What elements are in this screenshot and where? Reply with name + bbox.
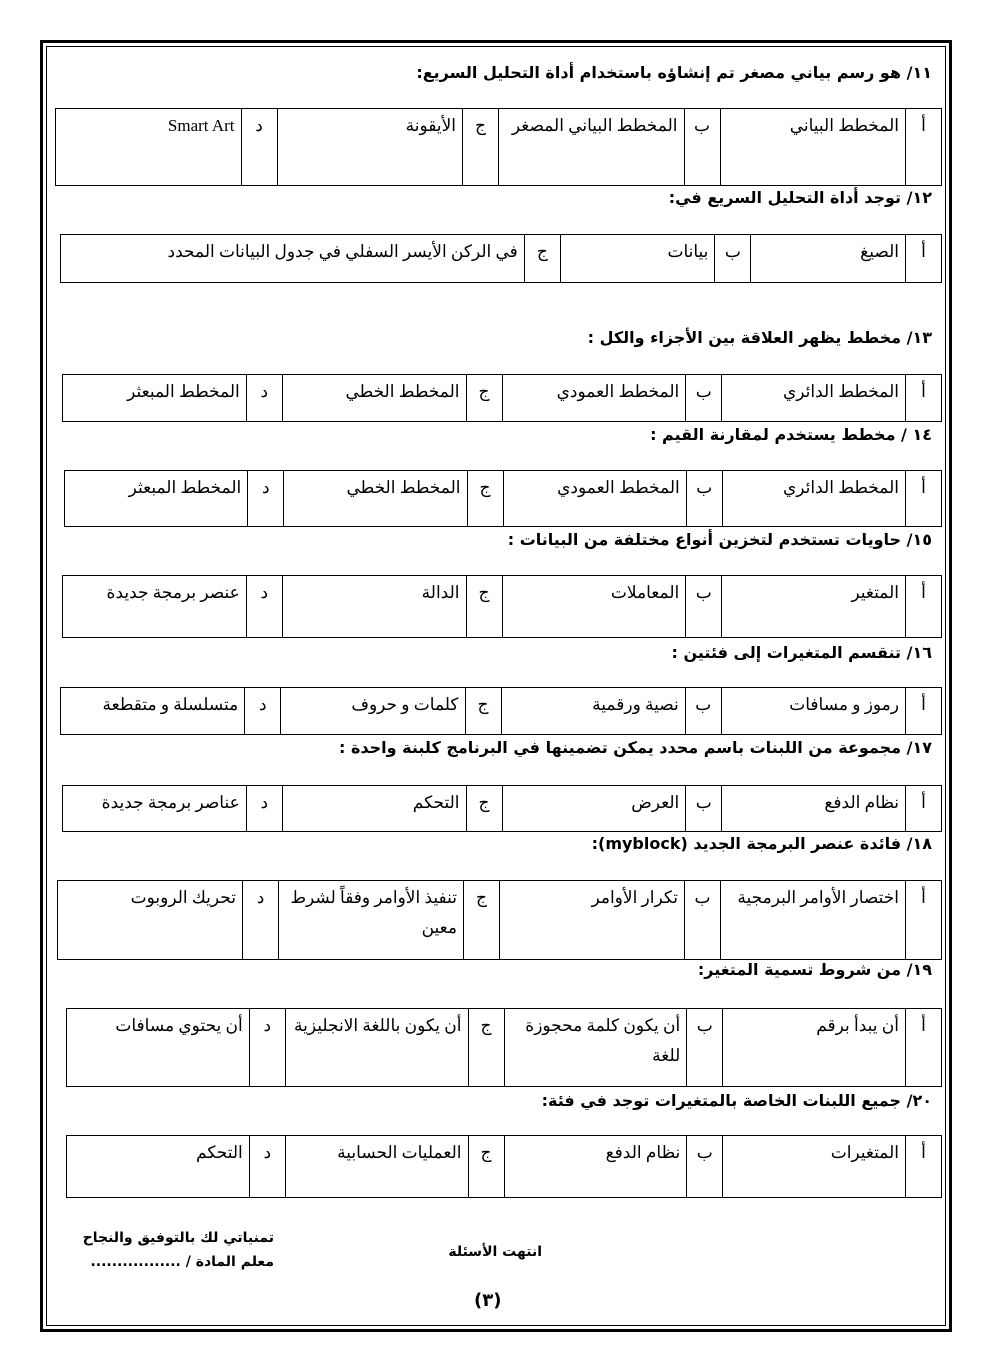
option-text[interactable]: المخطط الدائري xyxy=(722,471,905,527)
options-table xyxy=(60,234,942,283)
option-letter: ب xyxy=(686,471,722,527)
options-table xyxy=(64,470,942,527)
teacher-signature: معلم المادة / ................. xyxy=(90,1254,274,1270)
options-table xyxy=(60,687,942,735)
question-title: ١٢/ توجد أداة التحليل السريع في: xyxy=(668,188,932,207)
option-text[interactable]: Smart Art xyxy=(56,109,242,186)
question-title: ١٦/ تنقسم المتغيرات إلى فئتين : xyxy=(671,643,932,662)
option-text[interactable]: المخطط البياني xyxy=(720,109,906,186)
option-letter: أ xyxy=(906,576,942,638)
option-letter: ب xyxy=(715,235,751,283)
option-letter: ج xyxy=(465,688,501,735)
wishes-text: تمنياتي لك بالتوفيق والنجاح xyxy=(82,1230,274,1246)
option-letter: ج xyxy=(466,786,502,832)
option-letter: د xyxy=(249,1009,285,1087)
option-letter: أ xyxy=(906,471,942,527)
question-title: ١٧/ مجموعة من اللبنات باسم محدد يمكن تضمينها في البرنامج كلبنة واحدة : xyxy=(338,738,932,757)
option-text[interactable]: كلمات و حروف xyxy=(281,688,465,735)
option-letter: ج xyxy=(524,235,560,283)
option-text[interactable]: المخطط البياني المصغر xyxy=(499,109,685,186)
option-letter: ج xyxy=(464,881,500,960)
option-letter: د xyxy=(248,471,284,527)
options-table xyxy=(66,1008,942,1087)
option-letter: د xyxy=(246,375,282,422)
option-text[interactable]: المخطط العمودي xyxy=(502,375,686,422)
option-text[interactable]: بيانات xyxy=(560,235,715,283)
option-letter: د xyxy=(249,1136,285,1198)
option-letter: ب xyxy=(685,881,721,960)
option-letter: أ xyxy=(906,786,942,832)
question-title: ٢٠/ جميع اللبنات الخاصة بالمتغيرات توجد في فئة: xyxy=(541,1091,932,1110)
option-text[interactable]: نصية ورقمية xyxy=(501,688,685,735)
option-text[interactable]: المخطط المبعثر xyxy=(63,375,247,422)
option-text[interactable]: نظام الدفع xyxy=(722,786,906,832)
option-letter: ب xyxy=(686,375,722,422)
option-letter: أ xyxy=(906,375,942,422)
options-table xyxy=(62,374,942,422)
option-letter: أ xyxy=(906,881,942,960)
option-text[interactable]: تحريك الروبوت xyxy=(58,881,243,960)
question-title: ١٤ / مخطط يستخدم لمقارنة القيم : xyxy=(650,425,932,444)
option-text[interactable]: الدالة xyxy=(282,576,466,638)
option-text[interactable]: المتغير xyxy=(722,576,906,638)
option-letter: د xyxy=(246,576,282,638)
option-letter: ج xyxy=(467,471,503,527)
end-of-questions: انتهت الأسئلة xyxy=(448,1244,542,1260)
option-letter: أ xyxy=(906,235,942,283)
option-letter: أ xyxy=(906,1136,942,1198)
options-table xyxy=(62,575,942,638)
option-letter: د xyxy=(241,109,277,186)
option-letter: ب xyxy=(685,688,721,735)
option-text[interactable]: أن يبدأ برقم xyxy=(723,1009,906,1087)
option-text[interactable]: المخطط العمودي xyxy=(503,471,686,527)
option-letter: د xyxy=(245,688,281,735)
option-text[interactable]: المخطط المبعثر xyxy=(65,471,248,527)
option-letter: أ xyxy=(906,109,942,186)
option-text[interactable]: المعاملات xyxy=(502,576,686,638)
question-title: ١٥/ حاويات تستخدم لتخزين أنواع مختلفة من البيانات : xyxy=(507,530,932,549)
options-table xyxy=(66,1135,942,1198)
option-text[interactable]: المخطط الخطي xyxy=(282,375,466,422)
option-letter: ج xyxy=(468,1136,504,1198)
question-title: ١١/ هو رسم بياني مصغر تم إنشاؤه باستخدام أداة التحليل السريع: xyxy=(416,63,932,82)
option-text[interactable]: اختصار الأوامر البرمجية xyxy=(721,881,906,960)
option-letter: ب xyxy=(686,576,722,638)
option-letter: أ xyxy=(906,1009,942,1087)
option-text[interactable]: متسلسلة و متقطعة xyxy=(61,688,245,735)
option-text[interactable]: المخطط الخطي xyxy=(284,471,467,527)
option-letter: ب xyxy=(687,1136,723,1198)
option-letter: ب xyxy=(686,786,722,832)
option-text[interactable]: أن يحتوي مسافات xyxy=(67,1009,250,1087)
option-text[interactable]: المخطط الدائري xyxy=(722,375,906,422)
page-number: (٣) xyxy=(474,1290,502,1311)
option-text[interactable]: أن يكون باللغة الانجليزية xyxy=(285,1009,468,1087)
option-letter: ب xyxy=(687,1009,723,1087)
option-text[interactable]: التحكم xyxy=(282,786,466,832)
option-text[interactable]: تكرار الأوامر xyxy=(500,881,685,960)
question-title: ١٣/ مخطط يظهر العلاقة بين الأجزاء والكل : xyxy=(587,328,932,347)
options-table xyxy=(55,108,942,186)
option-letter: د xyxy=(246,786,282,832)
option-text[interactable]: عناصر برمجة جديدة xyxy=(63,786,247,832)
option-text[interactable]: نظام الدفع xyxy=(504,1136,687,1198)
option-letter: د xyxy=(243,881,279,960)
option-text[interactable]: رموز و مسافات xyxy=(721,688,905,735)
option-text[interactable]: التحكم xyxy=(67,1136,250,1198)
option-letter: ج xyxy=(466,576,502,638)
option-letter: ج xyxy=(463,109,499,186)
question-title: ١٨/ فائدة عنصر البرمجة الجديد (myblock): xyxy=(591,834,932,853)
option-letter: ج xyxy=(466,375,502,422)
option-text[interactable]: تنفيذ الأوامر وفقاً لشرط معين xyxy=(279,881,464,960)
option-text[interactable]: عنصر برمجة جديدة xyxy=(63,576,247,638)
option-text[interactable]: العمليات الحسابية xyxy=(285,1136,468,1198)
option-text[interactable]: المتغيرات xyxy=(723,1136,906,1198)
option-text[interactable]: العرض xyxy=(502,786,686,832)
option-letter: أ xyxy=(906,688,942,735)
option-text[interactable]: الصيغ xyxy=(751,235,906,283)
options-table xyxy=(57,880,942,960)
option-text[interactable]: أن يكون كلمة محجوزة للغة xyxy=(504,1009,687,1087)
question-title: ١٩/ من شروط تسمية المتغير: xyxy=(697,960,932,979)
option-letter: ج xyxy=(468,1009,504,1087)
options-table xyxy=(62,785,942,832)
option-text[interactable]: الأيقونة xyxy=(277,109,463,186)
option-text[interactable]: في الركن الأيسر السفلي في جدول البيانات المحدد xyxy=(61,235,525,283)
option-letter: ب xyxy=(684,109,720,186)
